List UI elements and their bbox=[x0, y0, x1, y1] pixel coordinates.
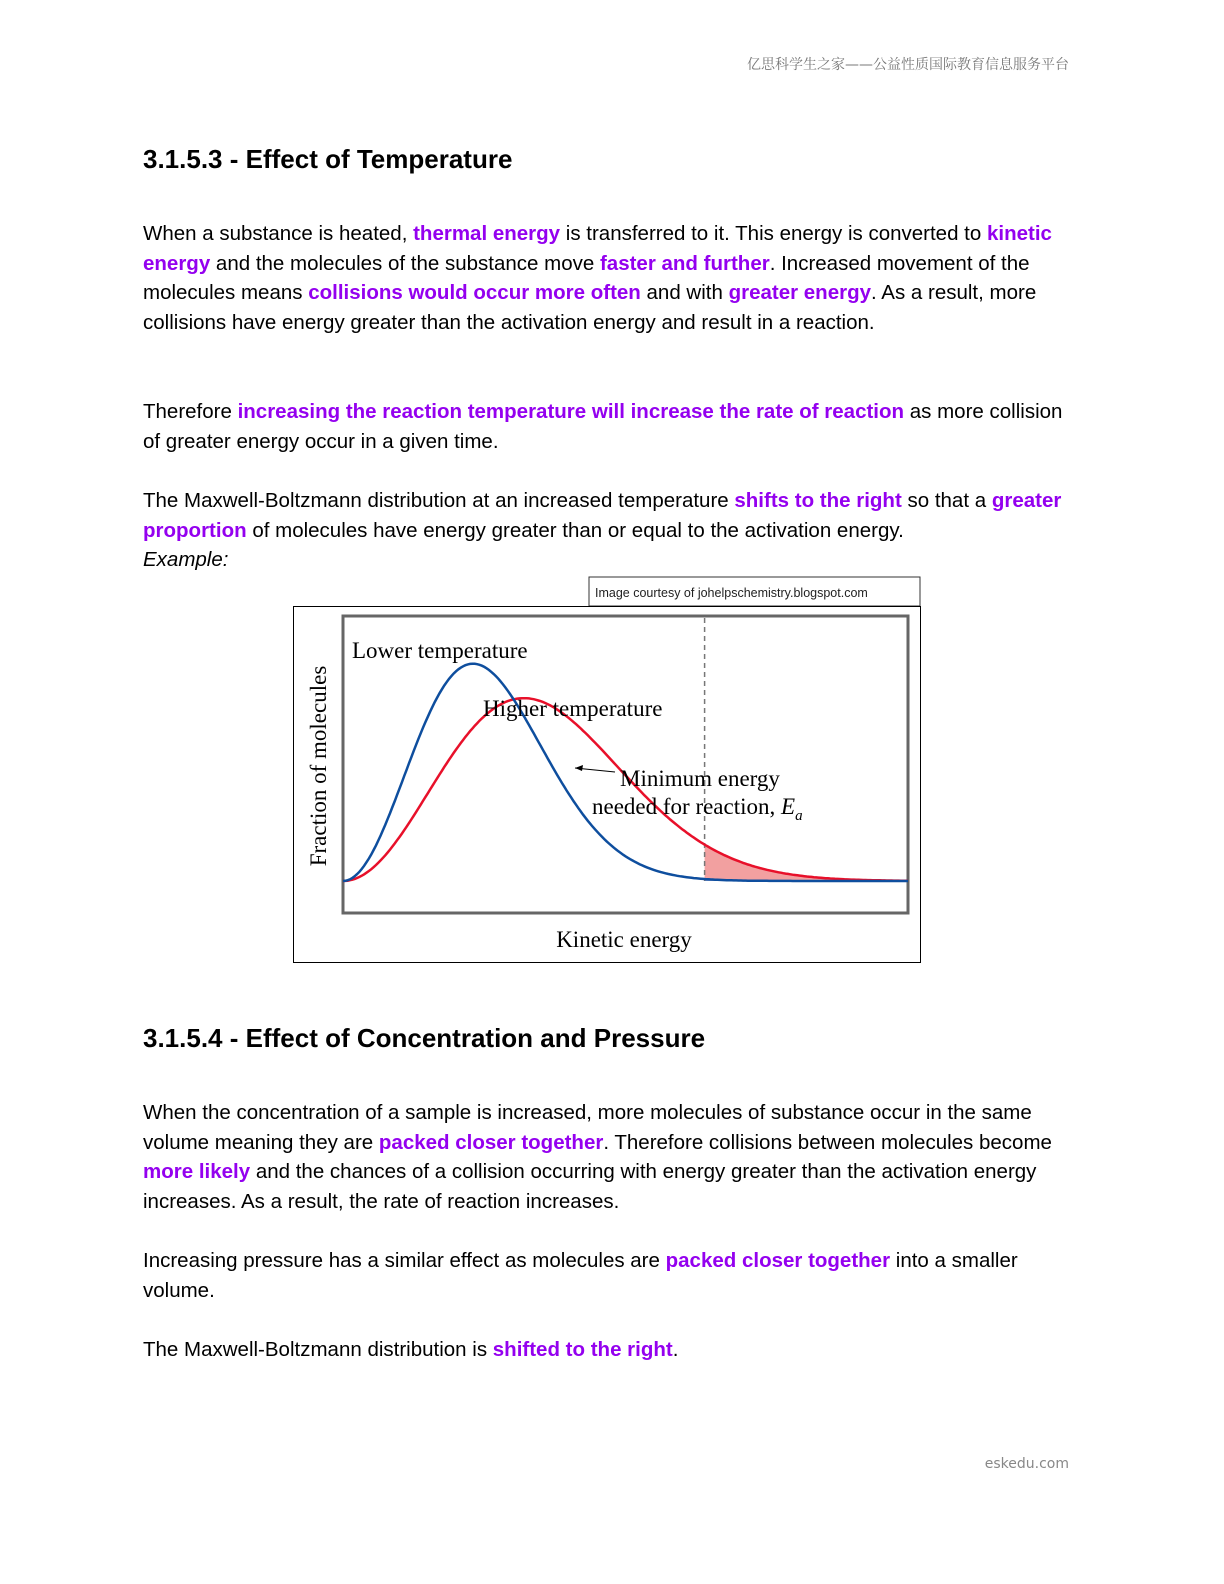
paragraph-maxwell-boltzmann bbox=[143, 486, 1078, 575]
text-run: as more collision of greater energy occur in a given time. bbox=[143, 400, 1063, 453]
text-run: and the chances of a collision occurring with energy greater than the activation energy increases. As a result, the rate of reaction increases. bbox=[143, 1160, 1037, 1214]
highlight-greater-proportion: greater proportion bbox=[143, 489, 1062, 542]
annotation-text: needed for reaction, bbox=[592, 794, 782, 819]
legend-lower-temperature: Lower temperature bbox=[352, 638, 528, 663]
footer-domain: eskedu.com bbox=[984, 1456, 1069, 1472]
annotation-line-1: Minimum energy bbox=[620, 766, 780, 791]
highlight-shifted-right: shifted to the right bbox=[492, 1338, 673, 1361]
paragraph-pressure bbox=[143, 1246, 1078, 1305]
highlight-kinetic-energy: kinetic energy bbox=[143, 222, 1052, 275]
text-run: When a substance is heated, bbox=[143, 222, 414, 245]
ea-subscript: a bbox=[795, 808, 803, 824]
maxwell-boltzmann-figure bbox=[293, 576, 923, 966]
text-run: so that a bbox=[901, 489, 992, 512]
legend-higher-temperature: Higher temperature bbox=[483, 696, 663, 721]
text-run: is transferred to it. This energy is converted to bbox=[560, 222, 987, 245]
highlight-packed-closer: packed closer together bbox=[378, 1130, 604, 1154]
image-credit-text: Image courtesy of johelpschemistry.blogspot.com bbox=[595, 586, 868, 600]
highlight-more-likely: more likely bbox=[143, 1160, 251, 1184]
paragraph-therefore bbox=[143, 397, 1078, 456]
paragraph-temperature-intro bbox=[143, 219, 1078, 338]
text-run: Therefore bbox=[143, 400, 238, 423]
highlight-shifts-right: shifts to the right bbox=[734, 489, 902, 512]
text-run: and the molecules of the substance move bbox=[210, 251, 600, 275]
text-run: Increasing pressure has a similar effect as molecules are bbox=[143, 1249, 666, 1272]
highlight-increase-rate: increasing the reaction temperature will increase the rate of reaction bbox=[237, 400, 905, 423]
highlight-collisions-more-often: collisions would occur more often bbox=[308, 281, 641, 305]
highlight-faster-further: faster and further bbox=[599, 251, 770, 275]
highlight-thermal-energy: thermal energy bbox=[413, 222, 561, 245]
text-run: . Therefore collisions between molecules become bbox=[603, 1130, 1052, 1154]
x-axis-label: Kinetic energy bbox=[556, 927, 692, 952]
text-run: and with bbox=[640, 281, 729, 305]
text-run: into a smaller volume. bbox=[143, 1249, 1018, 1302]
highlight-packed-closer-2: packed closer together bbox=[665, 1249, 891, 1272]
text-run: The Maxwell-Boltzmann distribution is bbox=[143, 1338, 493, 1361]
y-axis-label: Fraction of molecules bbox=[306, 665, 331, 867]
highlight-greater-energy: greater energy bbox=[728, 281, 872, 305]
heading-effect-of-temperature: 3.1.5.3 - Effect of Temperature bbox=[143, 144, 513, 174]
text-run: . Increased movement of the molecules means bbox=[143, 251, 1030, 305]
heading-concentration-pressure: 3.1.5.4 - Effect of Concentration and Pressure bbox=[143, 1023, 706, 1053]
text-run: . bbox=[672, 1338, 679, 1361]
ea-symbol: E bbox=[781, 794, 796, 819]
paragraph-distribution-shift bbox=[143, 1335, 1078, 1365]
text-run: . As a result, more collisions have energy greater than the activation energy and result in a reaction. bbox=[143, 281, 1037, 335]
example-label: Example: bbox=[143, 548, 229, 572]
text-run: of molecules have energy greater than or equal to the activation energy. bbox=[246, 518, 904, 542]
paragraph-concentration bbox=[143, 1098, 1078, 1217]
text-run: The Maxwell-Boltzmann distribution at an increased temperature bbox=[143, 489, 735, 512]
text-run: When the concentration of a sample is increased, more molecules of substance occur in the same volume meaning they are bbox=[143, 1101, 1032, 1154]
site-header-note: 亿思科学生之家——公益性质国际教育信息服务平台 bbox=[747, 57, 1069, 73]
